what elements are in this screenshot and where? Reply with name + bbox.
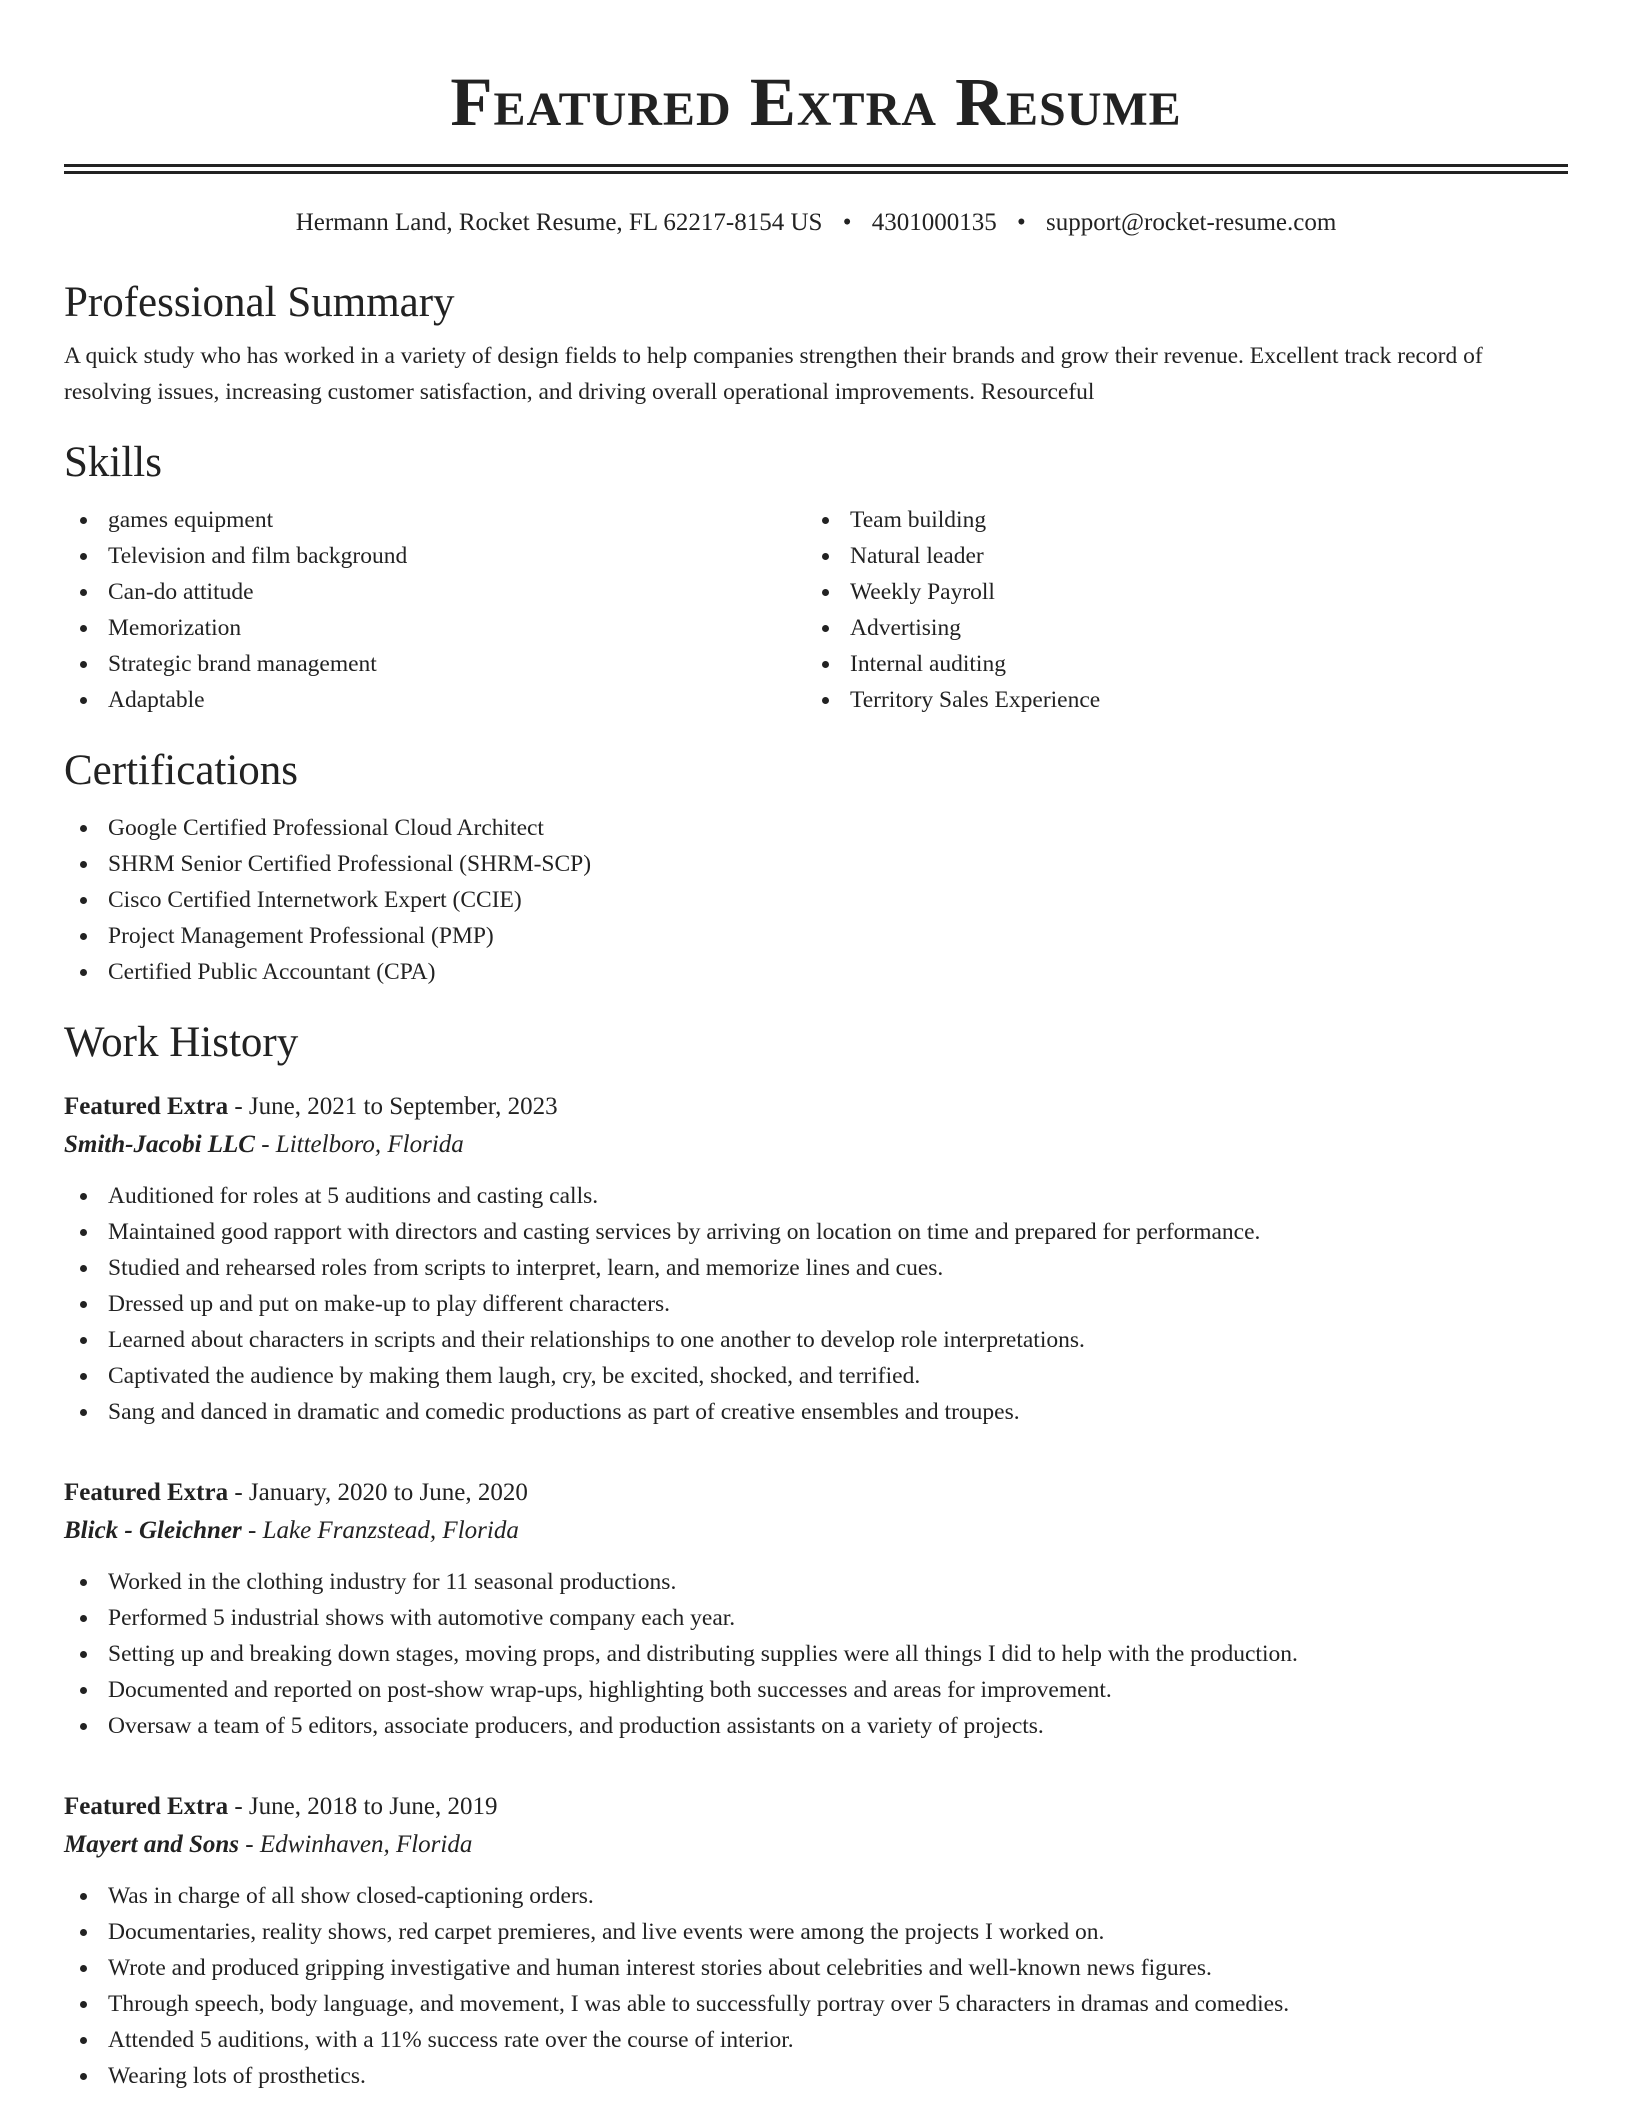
job-duty: Documentaries, reality shows, red carpet premieres, and live events were among the projects I worked on. bbox=[64, 1914, 1568, 1950]
job-company: Blick - Gleichner bbox=[64, 1517, 242, 1544]
skills-list-left bbox=[64, 502, 806, 718]
certifications-list bbox=[64, 810, 1568, 990]
certification-item: Project Management Professional (PMP) bbox=[64, 918, 1568, 954]
certification-item: Certified Public Accountant (CPA) bbox=[64, 954, 1568, 990]
title-double-rule bbox=[64, 164, 1568, 174]
job-entry bbox=[64, 1474, 1568, 1744]
job-duties-list bbox=[64, 1878, 1568, 2094]
skills-heading: Skills bbox=[64, 439, 162, 486]
skill-item: Team building bbox=[806, 502, 1548, 538]
job-duties-list bbox=[64, 1178, 1568, 1430]
certification-item: Google Certified Professional Cloud Architect bbox=[64, 810, 1568, 846]
job-duty: Dressed up and put on make-up to play different characters. bbox=[64, 1286, 1568, 1322]
summary-section bbox=[64, 278, 1568, 410]
skills-list-right bbox=[806, 502, 1548, 718]
job-company-line bbox=[64, 1126, 1568, 1164]
job-dates: - June, 2021 to September, 2023 bbox=[228, 1093, 558, 1120]
resume-page bbox=[64, 0, 1568, 2094]
job-duties-list bbox=[64, 1564, 1568, 1744]
skill-item: Strategic brand management bbox=[64, 646, 806, 682]
job-dates: - January, 2020 to June, 2020 bbox=[228, 1479, 528, 1506]
job-title-line bbox=[64, 1788, 1568, 1826]
certifications-section bbox=[64, 746, 1568, 990]
job-title: Featured Extra bbox=[64, 1793, 229, 1820]
job-duty: Was in charge of all show closed-captioning orders. bbox=[64, 1878, 1568, 1914]
job-title-line bbox=[64, 1088, 1568, 1126]
work-history-heading: Work History bbox=[64, 1019, 299, 1066]
certification-item: Cisco Certified Internetwork Expert (CCIE) bbox=[64, 882, 1568, 918]
job-duty: Documented and reported on post-show wrap-ups, highlighting both successes and areas for improvement. bbox=[64, 1672, 1568, 1708]
job-duty: Learned about characters in scripts and their relationships to one another to develop role interpretations. bbox=[64, 1322, 1568, 1358]
job-title-line bbox=[64, 1474, 1568, 1512]
job-duty: Maintained good rapport with directors and casting services by arriving on location on time and prepared for performance. bbox=[64, 1214, 1568, 1250]
skills-section bbox=[64, 438, 1568, 718]
resume-title: Featured Extra Resume bbox=[450, 64, 1182, 140]
job-duty: Worked in the clothing industry for 11 seasonal productions. bbox=[64, 1564, 1568, 1600]
certification-item: SHRM Senior Certified Professional (SHRM-SCP) bbox=[64, 846, 1568, 882]
work-history-section bbox=[64, 1018, 1568, 2094]
job-duty: Auditioned for roles at 5 auditions and casting calls. bbox=[64, 1178, 1568, 1214]
summary-text: A quick study who has worked in a variety of design fields to help companies strengthen their brands and grow their revenue. Excellent track record of resolving issues, increasing customer satisfaction, and driving overall operational improvements. Resourceful bbox=[64, 343, 1483, 405]
skill-item: Territory Sales Experience bbox=[806, 682, 1548, 718]
summary-heading: Professional Summary bbox=[64, 279, 455, 326]
job-duty: Through speech, body language, and movement, I was able to successfully portray over 5 characters in dramas and comedies. bbox=[64, 1986, 1568, 2022]
skills-grid bbox=[64, 502, 1568, 718]
job-duty: Setting up and breaking down stages, moving props, and distributing supplies were all things I did to help with the production. bbox=[64, 1636, 1568, 1672]
skill-item: Weekly Payroll bbox=[806, 574, 1548, 610]
skill-item: Adaptable bbox=[64, 682, 806, 718]
job-duty: Captivated the audience by making them laugh, cry, be excited, shocked, and terrified. bbox=[64, 1358, 1568, 1394]
skill-item: Television and film background bbox=[64, 538, 806, 574]
contact-email: support@rocket-resume.com bbox=[1046, 209, 1337, 236]
skill-item: games equipment bbox=[64, 502, 806, 538]
job-company-line bbox=[64, 1512, 1568, 1550]
skill-item: Advertising bbox=[806, 610, 1548, 646]
contact-separator: • bbox=[842, 209, 852, 236]
job-location: - Edwinhaven, Florida bbox=[239, 1831, 473, 1858]
job-duty: Oversaw a team of 5 editors, associate producers, and production assistants on a variety of projects. bbox=[64, 1708, 1568, 1744]
job-duty: Studied and rehearsed roles from scripts to interpret, learn, and memorize lines and cues. bbox=[64, 1250, 1568, 1286]
job-location: - Lake Franzstead, Florida bbox=[241, 1517, 519, 1544]
skill-item: Internal auditing bbox=[806, 646, 1548, 682]
contact-separator: • bbox=[1016, 209, 1026, 236]
job-entry bbox=[64, 1088, 1568, 1430]
job-location: - Littelboro, Florida bbox=[254, 1131, 464, 1158]
job-duty: Attended 5 auditions, with a 11% success rate over the course of interior. bbox=[64, 2022, 1568, 2058]
job-duty: Wrote and produced gripping investigative and human interest stories about celebrities and well-known news figures. bbox=[64, 1950, 1568, 1986]
job-title: Featured Extra bbox=[64, 1479, 229, 1506]
certifications-heading: Certifications bbox=[64, 747, 299, 794]
skill-item: Memorization bbox=[64, 610, 806, 646]
job-company: Smith-Jacobi LLC bbox=[64, 1131, 255, 1158]
job-duty: Sang and danced in dramatic and comedic productions as part of creative ensembles and troupes. bbox=[64, 1394, 1568, 1430]
contact-address: Hermann Land, Rocket Resume, FL 62217-8154 US bbox=[295, 209, 823, 236]
job-duty: Performed 5 industrial shows with automotive company each year. bbox=[64, 1600, 1568, 1636]
job-duty: Wearing lots of prosthetics. bbox=[64, 2058, 1568, 2094]
contact-phone: 4301000135 bbox=[871, 209, 997, 236]
job-title: Featured Extra bbox=[64, 1093, 229, 1120]
skill-item: Natural leader bbox=[806, 538, 1548, 574]
job-dates: - June, 2018 to June, 2019 bbox=[228, 1793, 498, 1820]
job-company-line bbox=[64, 1826, 1568, 1864]
skill-item: Can-do attitude bbox=[64, 574, 806, 610]
contact-line bbox=[64, 208, 1568, 238]
job-entry bbox=[64, 1788, 1568, 2094]
job-company: Mayert and Sons bbox=[64, 1831, 240, 1858]
